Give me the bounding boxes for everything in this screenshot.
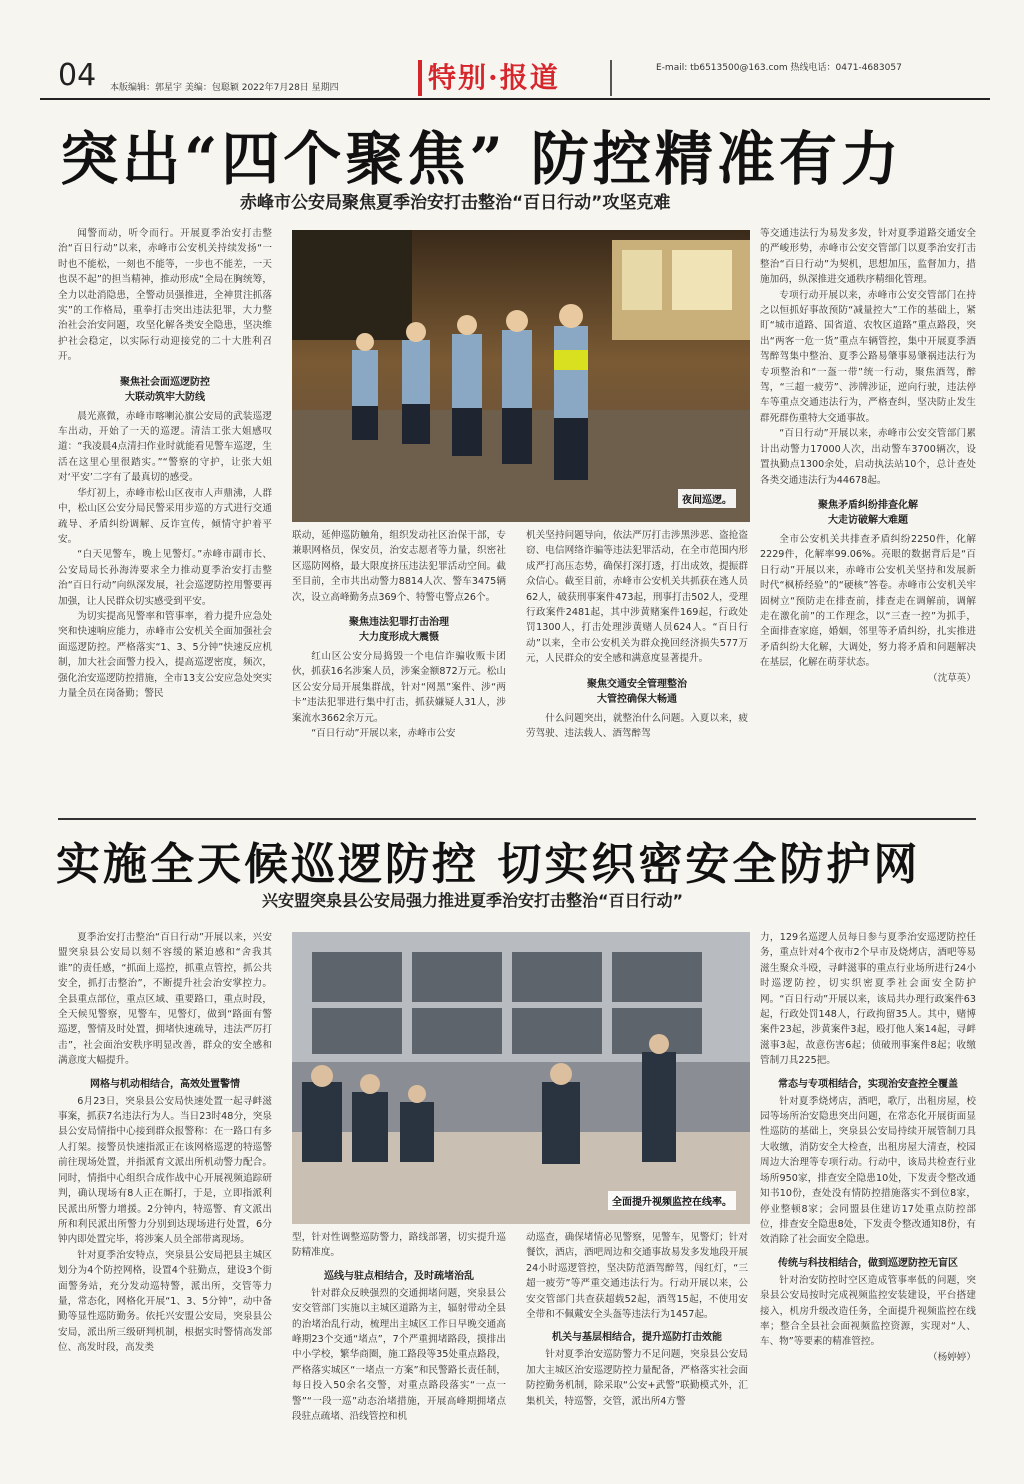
article1-title: 突出“四个聚焦” 防控精准有力: [60, 125, 903, 193]
article2-subhead-4: 常态与专项相结合，实现治安查控全覆盖: [778, 1078, 958, 1090]
article1-subhead-1: 聚焦社会面巡逻防控 大联动筑牢大防线: [120, 376, 210, 403]
article2-subhead-1: 网格与机动相结合，高效处置警情: [90, 1078, 240, 1090]
article1-column-2: [292, 528, 506, 806]
article-divider: [58, 818, 976, 820]
article2-subhead-2: 巡线与驻点相结合，及时疏堵治乱: [324, 1270, 474, 1282]
paragraph: 等交通违法行为易发多发，针对夏季道路交通安全的严峻形势，赤峰市公安交管部门以夏季治安打击整治“百日行动”为契机，思想加压，监督加力，措施加码，纵深推进交通秩序精细化管理。: [760, 228, 976, 286]
contact-info: E-mail: tb6513500@163.com 热线电话：0471-4683057: [656, 63, 902, 73]
article2-column-4: [760, 930, 976, 1470]
paragraph: 为切实提高见警率和管事率，着力提升应急处突和快速响应能力，赤峰市公安机关全面加强社会面巡逻防控。严格落实“1、3、5分钟”快速反应机制，加大社会面警力投入，提高巡逻密度，频次，强化治安巡逻防控措施，全市13支公安应急处突实力量全员在岗备勤；警民: [58, 610, 272, 699]
paragraph: 专项行动开展以来，赤峰市公安交管部门在持之以恒抓好事故预防“减量控大”工作的基础上，紧盯“城市道路、国省道、农牧区道路”重点路段，突出“两客一危一货”重点车辆管控，集中开展夏季酒驾醉驾集中整治、夏季公路易肇事易肇祸违法行为专项整治和“一盔一带”统一行动，聚焦酒驾，醉驾，“三超一疲劳”、涉牌涉证，逆向行驶，违法停车等重点交通违法行为，严格查纠，坚决防止发生群死群伤重特大交通事故。: [760, 289, 976, 424]
article1-column-1: [58, 226, 272, 806]
article2-photo: [292, 932, 750, 1224]
section-bar: [418, 60, 422, 96]
header-rule: [40, 98, 990, 100]
paragraph: 什么问题突出，就整治什么问题。入夏以来，疲劳驾驶、违法载人、酒驾醉驾: [526, 712, 748, 740]
article2-photo-caption: 全面提升视频监控在线率。: [608, 1191, 736, 1210]
article1-photo: [292, 230, 750, 522]
paragraph: 闻警而动，听令而行。开展夏季治安打击整治“百日行动”以来，赤峰市公安机关持续发扬“一时也不能松，一刻也不能等，一步也不能差，一天也误不起”的担当精神，推动形成“全局在胸统筹，全力以赴消隐患，全警动员强推进，全神贯注抓落实”的工作格局，重拳打击突出违法犯罪，大力整治社会治安问题，攻坚化解各类安全隐患，坚决维护社会稳定，以实际行动迎接党的二十大胜利召开。: [58, 228, 272, 363]
paragraph: 针对治安防控时空区造成管事率低的问题，突泉县公安局按时完成视频监控安装建设，平台搭建接入，机房升级改造任务，全面提升视频监控在线率；整合全县社会面视频监控资源，实现对“人、车、物”等要素的精准管控。: [760, 1274, 976, 1348]
article1-subhead-3: 聚焦交通安全管理整治 大管控确保大畅通: [587, 678, 687, 705]
paragraph: 红山区公安分局捣毁一个电信诈骗收贩卡团伙，抓获16名涉案人员，涉案金额872万元。松山区公安分局开展集群战，针对“网黑”案件、涉“两卡”违法犯罪进行集中打击，抓获嫌疑人31人，涉案流水3662余万元。: [292, 651, 506, 724]
paragraph: “白天见警车，晚上见警灯。”赤峰市副市长、公安局局长孙海涛要求全力推动夏季治安打击整治“百日行动”向纵深发展，社会巡逻防控用警要再加强，让人民群众切实感受到平安。: [58, 549, 272, 607]
paragraph: 晨光熹微，赤峰市喀喇沁旗公安局的武装巡逻车出动，开始了一天的巡逻。清洁工张大姐感叹道：“我凌晨4点清扫作业时就能看见警车巡逻，生活在这里心里很踏实。”“警察的守护，让张大姐对‘平安’二字有了最真切的感受。: [58, 410, 272, 484]
article1-author: （沈草英）: [928, 672, 976, 684]
article2-column-1: [58, 930, 272, 1470]
paragraph: 华灯初上，赤峰市松山区夜市人声鼎沸，人群中，松山区公安分局民警采用步巡的方式进行交通疏导、矛盾纠纷调解、反诈宣传，倾情守护着平安。: [58, 487, 272, 545]
paragraph: 夏季治安打击整治“百日行动”开展以来，兴安盟突泉县公安局以刻不容缓的紧迫感和“舍我其谁”的责任感，“抓面上巡控，抓重点管控，抓公共安全，抓打击整治”，不断提升社会治安掌控力。全县重点部位，重点区域、重要路口，重点时段，全天候见警察，见警车，见警灯，做到“路面有警巡逻，警情及时处置，拥堵快速疏导，违法严厉打击”，社会面治安秩序明显改善，群众的安全感和满意度大幅提升。: [58, 932, 272, 1067]
article2-author: （杨婷婷）: [928, 1351, 976, 1363]
article2-column-2: [292, 1230, 506, 1470]
page-number: 04: [58, 58, 97, 93]
article2-subtitle: 兴安盟突泉县公安局强力推进夏季治安打击整治“百日行动”: [262, 891, 684, 910]
paragraph: “百日行动”开展以来，赤峰市公安: [311, 728, 456, 740]
article1-subhead-4: 聚焦矛盾纠纷排查化解 大走访破解大难题: [818, 499, 918, 526]
paragraph: 机关坚持问题导向，依法严厉打击涉黑涉恶、盗抢盗窃、电信网络诈骗等违法犯罪活动，在全市范围内形成严打高压态势，确保打深打透，打出成效，提振群众信心。截至目前，赤峰市公安机关共抓获在逃人员62人，破获刑事案件473起，刑事打击502人，受理行政案件2481起，其中涉黄赌案件169起，行政处罚1300人，打击处理涉黄赌人员624人。“百日行动”以来，全市公安机关为群众挽回经济损失577万元，人民群众的安全感和满意度显著提升。: [526, 530, 748, 665]
article1-column-3: [526, 528, 748, 806]
page-meta: 本版编辑：郭星宇 美编：包聪颖 2022年7月28日 星期四: [110, 83, 339, 93]
article1-column-4: [760, 226, 976, 806]
article2-column-3: [526, 1230, 748, 1470]
paragraph: 力，129名巡逻人员每日参与夏季治安巡逻防控任务，重点针对4个夜市2个早市及烧烤店，酒吧等易滋生聚众斗殴，寻衅滋事的重点行业场所进行24小时巡逻防控，切实织密夏季社会面安全防护网。“百日行动”开展以来，该局共办理行政案件63起，行政处罚148人，行政拘留35人。其中，赌博案件23起，涉黄案件3起，殴打他人案14起，寻衅滋事3起，故意伤害6起；侦破刑事案件8起；收缴管制刀具225把。: [760, 932, 976, 1067]
article1-subtitle: 赤峰市公安局聚焦夏季治安打击整治“百日行动”攻坚克难: [240, 193, 671, 213]
paragraph: “百日行动”开展以来，赤峰市公安交管部门累计出动警力17000人次，出动警车3700辆次，设置执勤点1300余处，启动执法站10个，总计查处各类交通违法行为44678起。: [760, 428, 976, 486]
night-patrol-image: [292, 230, 750, 522]
article1-subhead-2: 聚焦违法犯罪打击治理 大力度形成大震慑: [349, 617, 449, 644]
section-title: 特别·报道: [428, 61, 560, 94]
paragraph: 针对夏季烧烤店，酒吧，歌厅，出租房屋，校园等场所治安隐患突出问题，在常态化开展街面显性巡防的基础上，突泉县公安局持续开展管制刀具大收缴，消防安全大检查，出租房屋大清查，校园周边大治理等专项行动。行动中，该局共检查行业场所950家，排查安全隐患10处，下发责令整改通知书10份，查处没有情防控措施落实不到位8家，停业整顿8家；会同盟县住建访17处重点防控部位，排查安全隐患8处，下发责令整改通知8份，有效消除了社会面安全隐患。: [760, 1095, 976, 1246]
paragraph: 动巡查，确保堵情必见警察，见警车，见警灯；针对餐饮，酒店，酒吧周边和交通事故易发多发地段开展24小时巡逻管控，坚决防范酒驾醉驾，闯红灯，“三超一疲劳”等严重交通违法行为。行动开展以来，公安交管部门共查获超载52起，酒驾15起，不使用安全带和不佩戴安全头盔等违法行为1457起。: [526, 1232, 748, 1321]
paragraph: 全市公安机关共排查矛盾纠纷2250件，化解2229件，化解率99.06%。亮眼的数据背后是“百日行动”开展以来，赤峰市公安机关坚持和发展新时代“枫桥经验”的“硬核”答卷。赤峰市公安机关牢固树立“预防走在排查前，排查走在调解前，调解走在激化前”的工作理念，以“三查一控”为抓手，全面排查家庭，婚姻，邻里等矛盾纠纷，扎实推进矛盾纠纷大化解，大调处，努力将矛盾和问题解决在基层，化解在萌芽状态。: [760, 533, 976, 669]
section-divider: [610, 60, 612, 96]
paragraph: 联动，延伸巡防触角，组织发动社区治保干部，专兼职网格员，保安员，治安志愿者等力量，织密社区巡防网格，最大限度挤压违法犯罪活动空间。截至目前，全市共出动警力8814人次、警车3475辆次，设立高峰勤务点369个、特警屯警点26个。: [292, 530, 506, 603]
video-monitoring-image: [292, 932, 750, 1224]
paragraph: 针对群众反映强烈的交通拥堵问题，突泉县公安交管部门实施以主城区道路为主，辐射带动全县的治堵治乱行动，梳理出主城区工作日早晚交通高峰期23个交通“堵点”，7个严重拥堵路段，摸排出中小学校，繁华商圈，施工路段等35处重点路段，严格落实城区“一堵点一方案”和民警路长责任制，每日投入50余名交警，对重点路段落实“一点一警”“一段一巡”动态治堵措施，开展高峰期拥堵点段驻点疏堵、沿线管控和机: [292, 1287, 506, 1423]
paragraph: 针对夏季治安特点，突泉县公安局把县主城区划分为4个防控网格，设置4个驻勤点，建设3个街面警务站，充分发动巡特警，派出所，交管等力量，常态化，网格化开展“1、3、5分钟”，动中备勤等显性巡防勤务。依托兴安盟公安局，突泉县公安局，派出所三级研判机制，根据实时警情高发部位、高发时段，高发类: [58, 1249, 272, 1354]
paragraph: 型，针对性调整巡防警力，路线部署，切实提升巡防精准度。: [292, 1232, 506, 1259]
article2-subhead-5: 传统与科技相结合，做到巡逻防控无盲区: [778, 1257, 958, 1269]
article2-subhead-3: 机关与基层相结合，提升巡防打击效能: [552, 1332, 722, 1344]
article1-photo-caption: 夜间巡逻。: [678, 489, 736, 508]
article2-title: 实施全天候巡逻防控 切实织密安全防护网: [56, 839, 921, 890]
paragraph: 针对夏季治安巡防警力不足问题，突泉县公安局加大主城区治安巡逻防控力量配备，严格落实社会面防控勤务机制，除采取“公安+武警”联勤模式外，汇集机关，特巡警，交管，派出所4方警: [526, 1349, 748, 1407]
paragraph: 6月23日，突泉县公安局快速处置一起寻衅滋事案，抓获7名违法行为人。当日23时48分，突泉县公安局情指中心接到群众报警称：在一路口有多人打架。接警员快速指派正在该网格巡逻的特巡警前往现场处置，并指派育文派出所机动警力配合。同时，情指中心组织合成作战中心开展视频追踪研判，确认现场有8人正在厮打，于是，立即指派利民派出所警力增援。2分钟内，特巡警、育文派出所和利民派出所警力分别到达现场进行处置，6分钟内即处置完毕，将涉案人员全部带离现场。: [58, 1095, 272, 1246]
